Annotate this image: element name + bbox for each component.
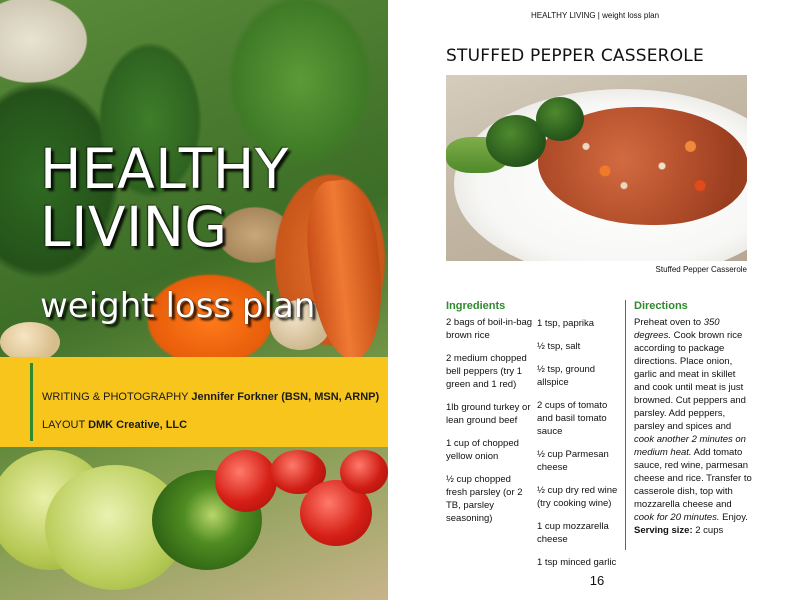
credit-writing-photography xyxy=(42,391,379,403)
ingredient-item: ½ cup chopped fresh parsley (or 2 TB, parsley seasoning) xyxy=(446,474,523,524)
ingredient-item: 1 cup of chopped yellow onion xyxy=(446,438,519,462)
photo-caption: Stuffed Pepper Casserole xyxy=(655,265,747,274)
column-divider xyxy=(625,300,626,550)
directions-heading: Directions xyxy=(634,300,688,312)
page-number: 16 xyxy=(589,573,605,588)
potato-image xyxy=(0,322,60,362)
credits-band xyxy=(0,357,388,447)
credit-layout xyxy=(42,419,187,431)
recipe-title: STUFFED PEPPER CASSEROLE xyxy=(446,46,704,66)
recipe-page xyxy=(388,0,800,600)
serving-size-label: Serving size: xyxy=(634,525,693,536)
directions-part: Cook brown rice according to package directions. Place onion, garlic and meat in skillet and cook until meat is just browned. Cut peppers and parsley. Add peppers, parsley and spices and xyxy=(634,330,746,432)
running-head: HEALTHY LIVING | weight loss plan xyxy=(530,11,660,20)
ingredient-item: ½ cup Parmesan cheese xyxy=(537,449,609,473)
directions-emphasis: 350 degrees. xyxy=(634,317,720,341)
ingredient-item: ½ tsp, salt xyxy=(537,341,581,352)
ingredients-column-1 xyxy=(446,300,534,535)
ingredient-item: 2 cups of tomato and basil tomato sauce xyxy=(537,400,608,437)
serving-size-value: 2 cups xyxy=(692,525,724,536)
directions-part: Preheat oven to xyxy=(634,317,704,328)
recipe-photo xyxy=(446,75,747,261)
credit-value: DMK Creative, LLC xyxy=(88,419,188,431)
cover-subtitle: weight loss plan xyxy=(40,286,316,326)
directions-part: Enjoy. xyxy=(719,512,748,523)
cover-title-line2: LIVING xyxy=(40,195,228,259)
accent-bar xyxy=(30,363,33,441)
directions-emphasis: cook another 2 minutes on medium heat. xyxy=(634,434,746,458)
tomato-image xyxy=(340,450,388,494)
credit-label: WRITING & PHOTOGRAPHY xyxy=(42,391,192,403)
broccoli-image xyxy=(536,97,584,141)
ingredient-item: ½ cup dry red wine (try cooking wine) xyxy=(537,485,618,509)
directions-column xyxy=(634,300,752,537)
ingredient-item: 1 tsp minced garlic xyxy=(537,557,617,568)
directions-part: Add tomato sauce, red wine, parmesan cheese and rice. Transfer to casserole dish, top with mozzarella cheese and xyxy=(634,447,752,510)
ingredients-column-2 xyxy=(537,317,619,579)
directions-emphasis: cook for 20 minutes. xyxy=(634,512,720,523)
ingredient-item: 1 tsp, paprika xyxy=(537,318,595,329)
serving-size xyxy=(634,524,752,537)
ingredient-item: ½ tsp, ground allspice xyxy=(537,364,596,388)
ingredient-item: 1lb ground turkey or lean ground beef xyxy=(446,402,531,426)
cover-page xyxy=(0,0,388,600)
tomato-image xyxy=(215,450,277,512)
cover-title xyxy=(40,137,289,259)
ingredient-item: 1 cup mozzarella cheese xyxy=(537,521,609,545)
cover-title-line1: HEALTHY xyxy=(40,137,289,201)
directions-text xyxy=(634,316,752,524)
ingredient-item: 2 medium chopped bell peppers (try 1 green and 1 red) xyxy=(446,353,527,390)
ingredients-heading: Ingredients xyxy=(446,300,506,312)
ingredient-item: 2 bags of boil-in-bag brown rice xyxy=(446,317,533,341)
credit-label: LAYOUT xyxy=(42,419,89,431)
credit-value: Jennifer Forkner (BSN, MSN, ARNP) xyxy=(191,391,380,403)
